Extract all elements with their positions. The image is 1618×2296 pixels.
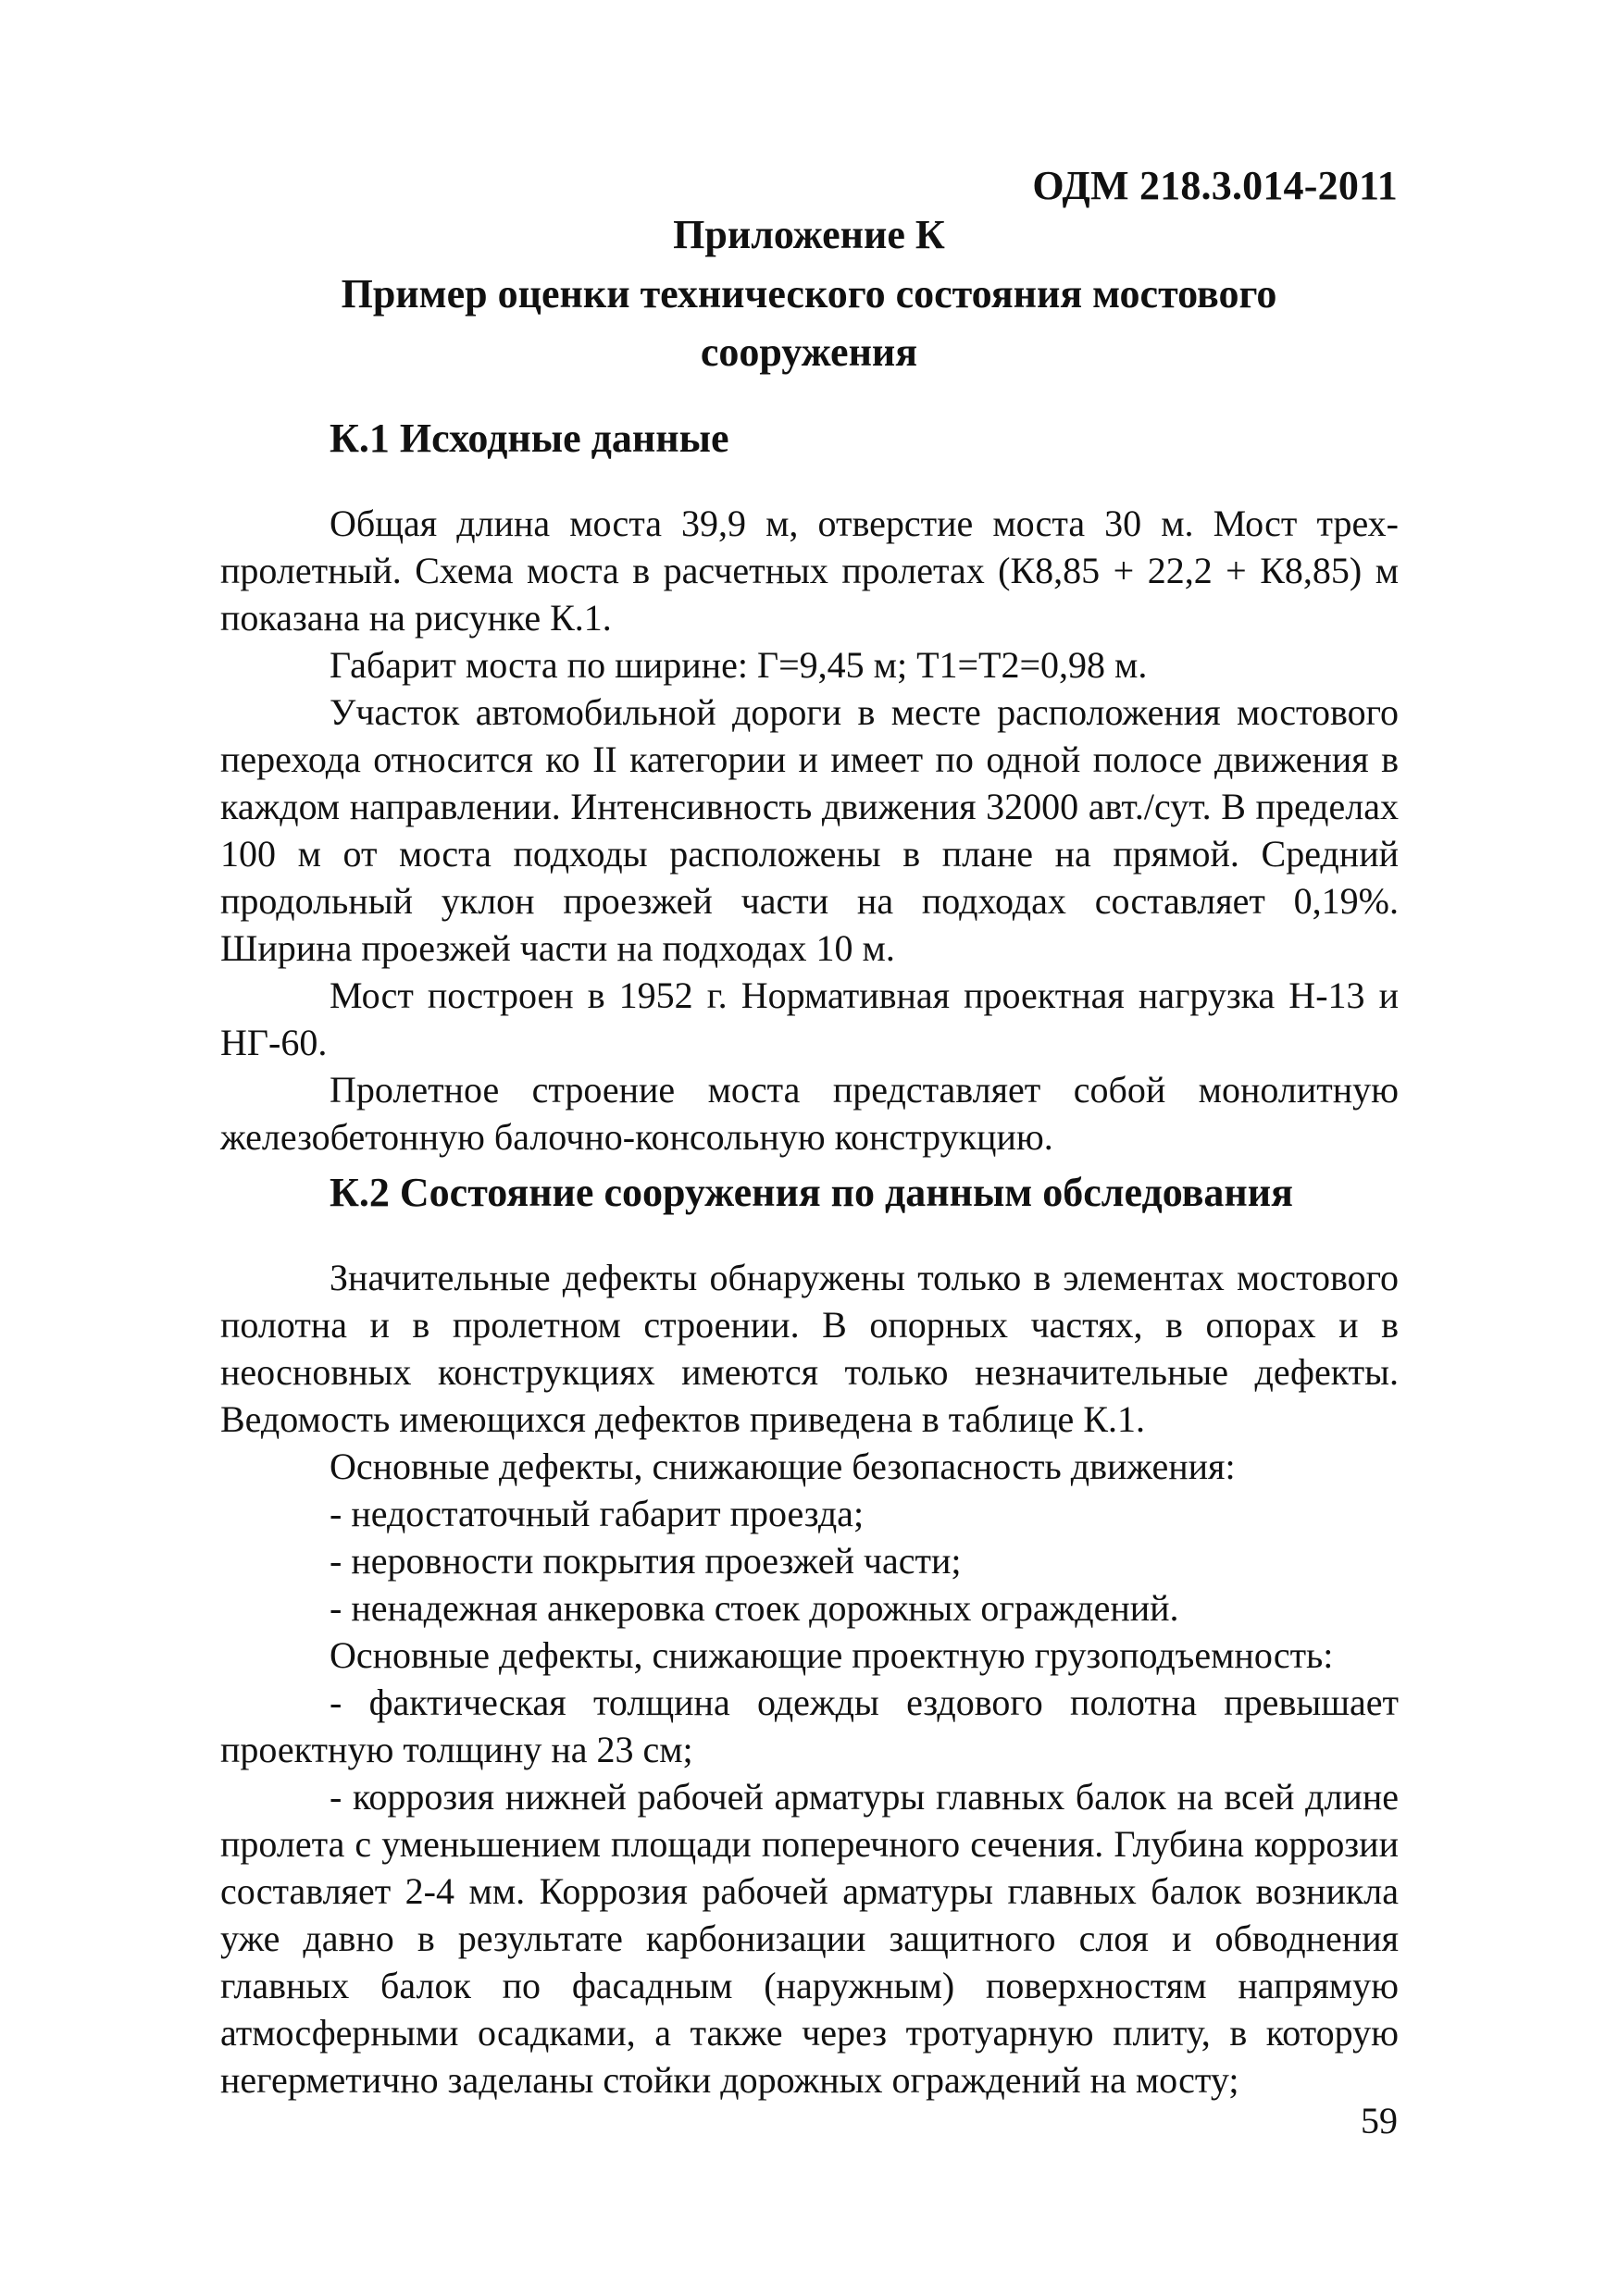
paragraph: Значительные дефекты обнаружены только в элементах мостового полотна и в пролетном строении. В опорных частях, в опорах и в неосновных конструкциях имеются только незначительные дефекты. Ведомость имеющихся дефектов приведена в таблице К.1. — [220, 1257, 1399, 1440]
section-2-body — [220, 1254, 1399, 2104]
paragraph: Пролетное строение моста представляет собой монолитную железобетонную балочно-консольную конструкцию. — [220, 1069, 1399, 1158]
section-1-heading: К.1 Исходные данные — [330, 416, 729, 461]
bullet-item: - коррозия нижней рабочей арматуры главных балок на всей длине пролета с уменьшением площади поперечного сечения. Глубина коррозии составляет 2-4 мм. Коррозия рабочей арматуры главных балок возникла уже давно в результате карбонизации защитного слоя и обводнения главных балок по фасадным (наружным) поверхностям напрямую атмосферными осадками, а также через тротуарную плиту, в которую негерметично заделаны стойки дорожных ограждений на мосту; — [220, 1776, 1399, 2101]
paragraph: Габарит моста по ширине: Г=9,45 м; Т1=Т2=0,98 м. — [330, 644, 1148, 686]
section-1-body — [220, 500, 1399, 1160]
appendix-subtitle-line-2: сооружения — [700, 329, 918, 375]
page-number: 59 — [1361, 2100, 1398, 2141]
bullet-item: - неровности покрытия проезжей части; — [330, 1540, 962, 1582]
appendix-title: Приложение К — [673, 212, 945, 257]
paragraph: Основные дефекты, снижающие проектную грузоподъемность: — [330, 1634, 1334, 1676]
section-2-heading: К.2 Состояние сооружения по данным обследования — [330, 1170, 1293, 1215]
bullet-item: - фактическая толщина одежды ездового полотна превышает проектную толщину на 23 см; — [220, 1682, 1399, 1770]
document-code: ОДМ 218.3.014-2011 — [1032, 163, 1398, 208]
paragraph: Общая длина моста 39,9 м, отверстие моста 30 м. Мост трех-пролетный. Схема моста в расчетных пролетах (К8,85 + 22,2 + К8,85) м показана на рисунке К.1. — [220, 503, 1399, 639]
bullet-item: - ненадежная анкеровка стоек дорожных ограждений. — [330, 1587, 1179, 1629]
paragraph: Участок автомобильной дороги в месте расположения мостового перехода относится ко II категории и имеет по одной полосе движения в каждом направлении. Интенсивность движения 32000 авт./сут. В пределах 100 м от моста подходы расположены в плане на прямой. Средний продольный уклон проезжей части на подходах составляет 0,19%. Ширина проезжей части на подходах 10 м. — [220, 691, 1399, 969]
paragraph: Основные дефекты, снижающие безопасность движения: — [330, 1446, 1236, 1487]
appendix-subtitle-line-1: Пример оценки технического состояния мостового — [341, 271, 1277, 316]
bullet-item: - недостаточный габарит проезда; — [330, 1493, 865, 1534]
paragraph: Мост построен в 1952 г. Нормативная проектная нагрузка Н-13 и НГ-60. — [220, 974, 1399, 1063]
